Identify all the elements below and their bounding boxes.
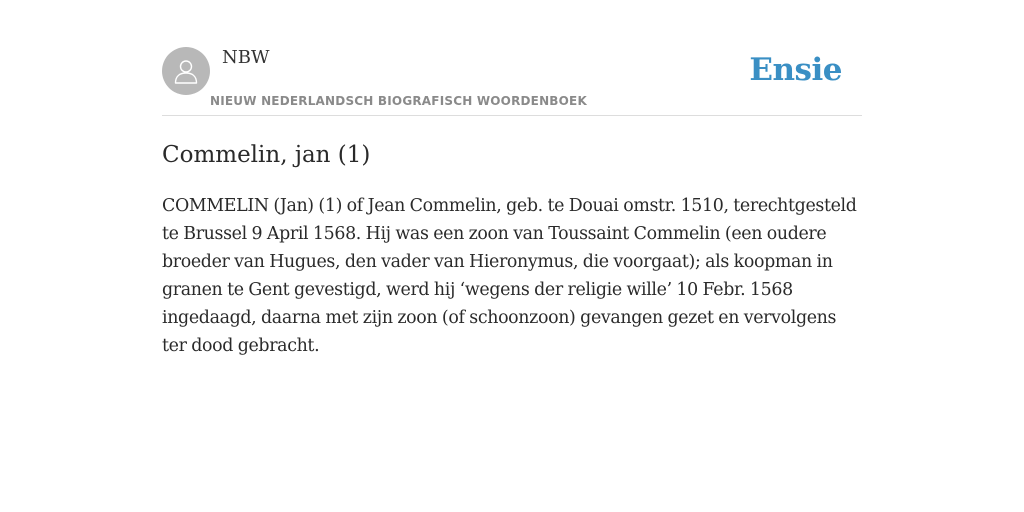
user-icon xyxy=(171,56,201,86)
entry-card xyxy=(162,0,862,512)
entry-header xyxy=(162,0,862,116)
source-name[interactable]: NBW xyxy=(222,47,270,68)
entry-text: COMMELIN (Jan) (1) of Jean Commelin, geb. te Douai omstr. 1510, terechtgesteld te Brussel 9 April 1568. Hij was een zoon van Toussaint Commelin (een oudere broeder van Hugues, den vader van Hieronymus, die voorgaat); als koopman in granen te Gent gevestigd, werd hij ‘wegens der religie wille’ 10 Febr. 1568 ingedaagd, daarna met zijn zoon (of schoonzoon) gevangen gezet en vervolgens ter dood gebracht. xyxy=(162,196,857,356)
brand-logo[interactable]: Ensie xyxy=(749,52,842,88)
source-full-name: NIEUW NEDERLANDSCH BIOGRAFISCH WOORDENBOEK xyxy=(210,94,587,108)
entry-title: Commelin, jan (1) xyxy=(162,142,371,168)
source-avatar[interactable] xyxy=(162,47,210,95)
